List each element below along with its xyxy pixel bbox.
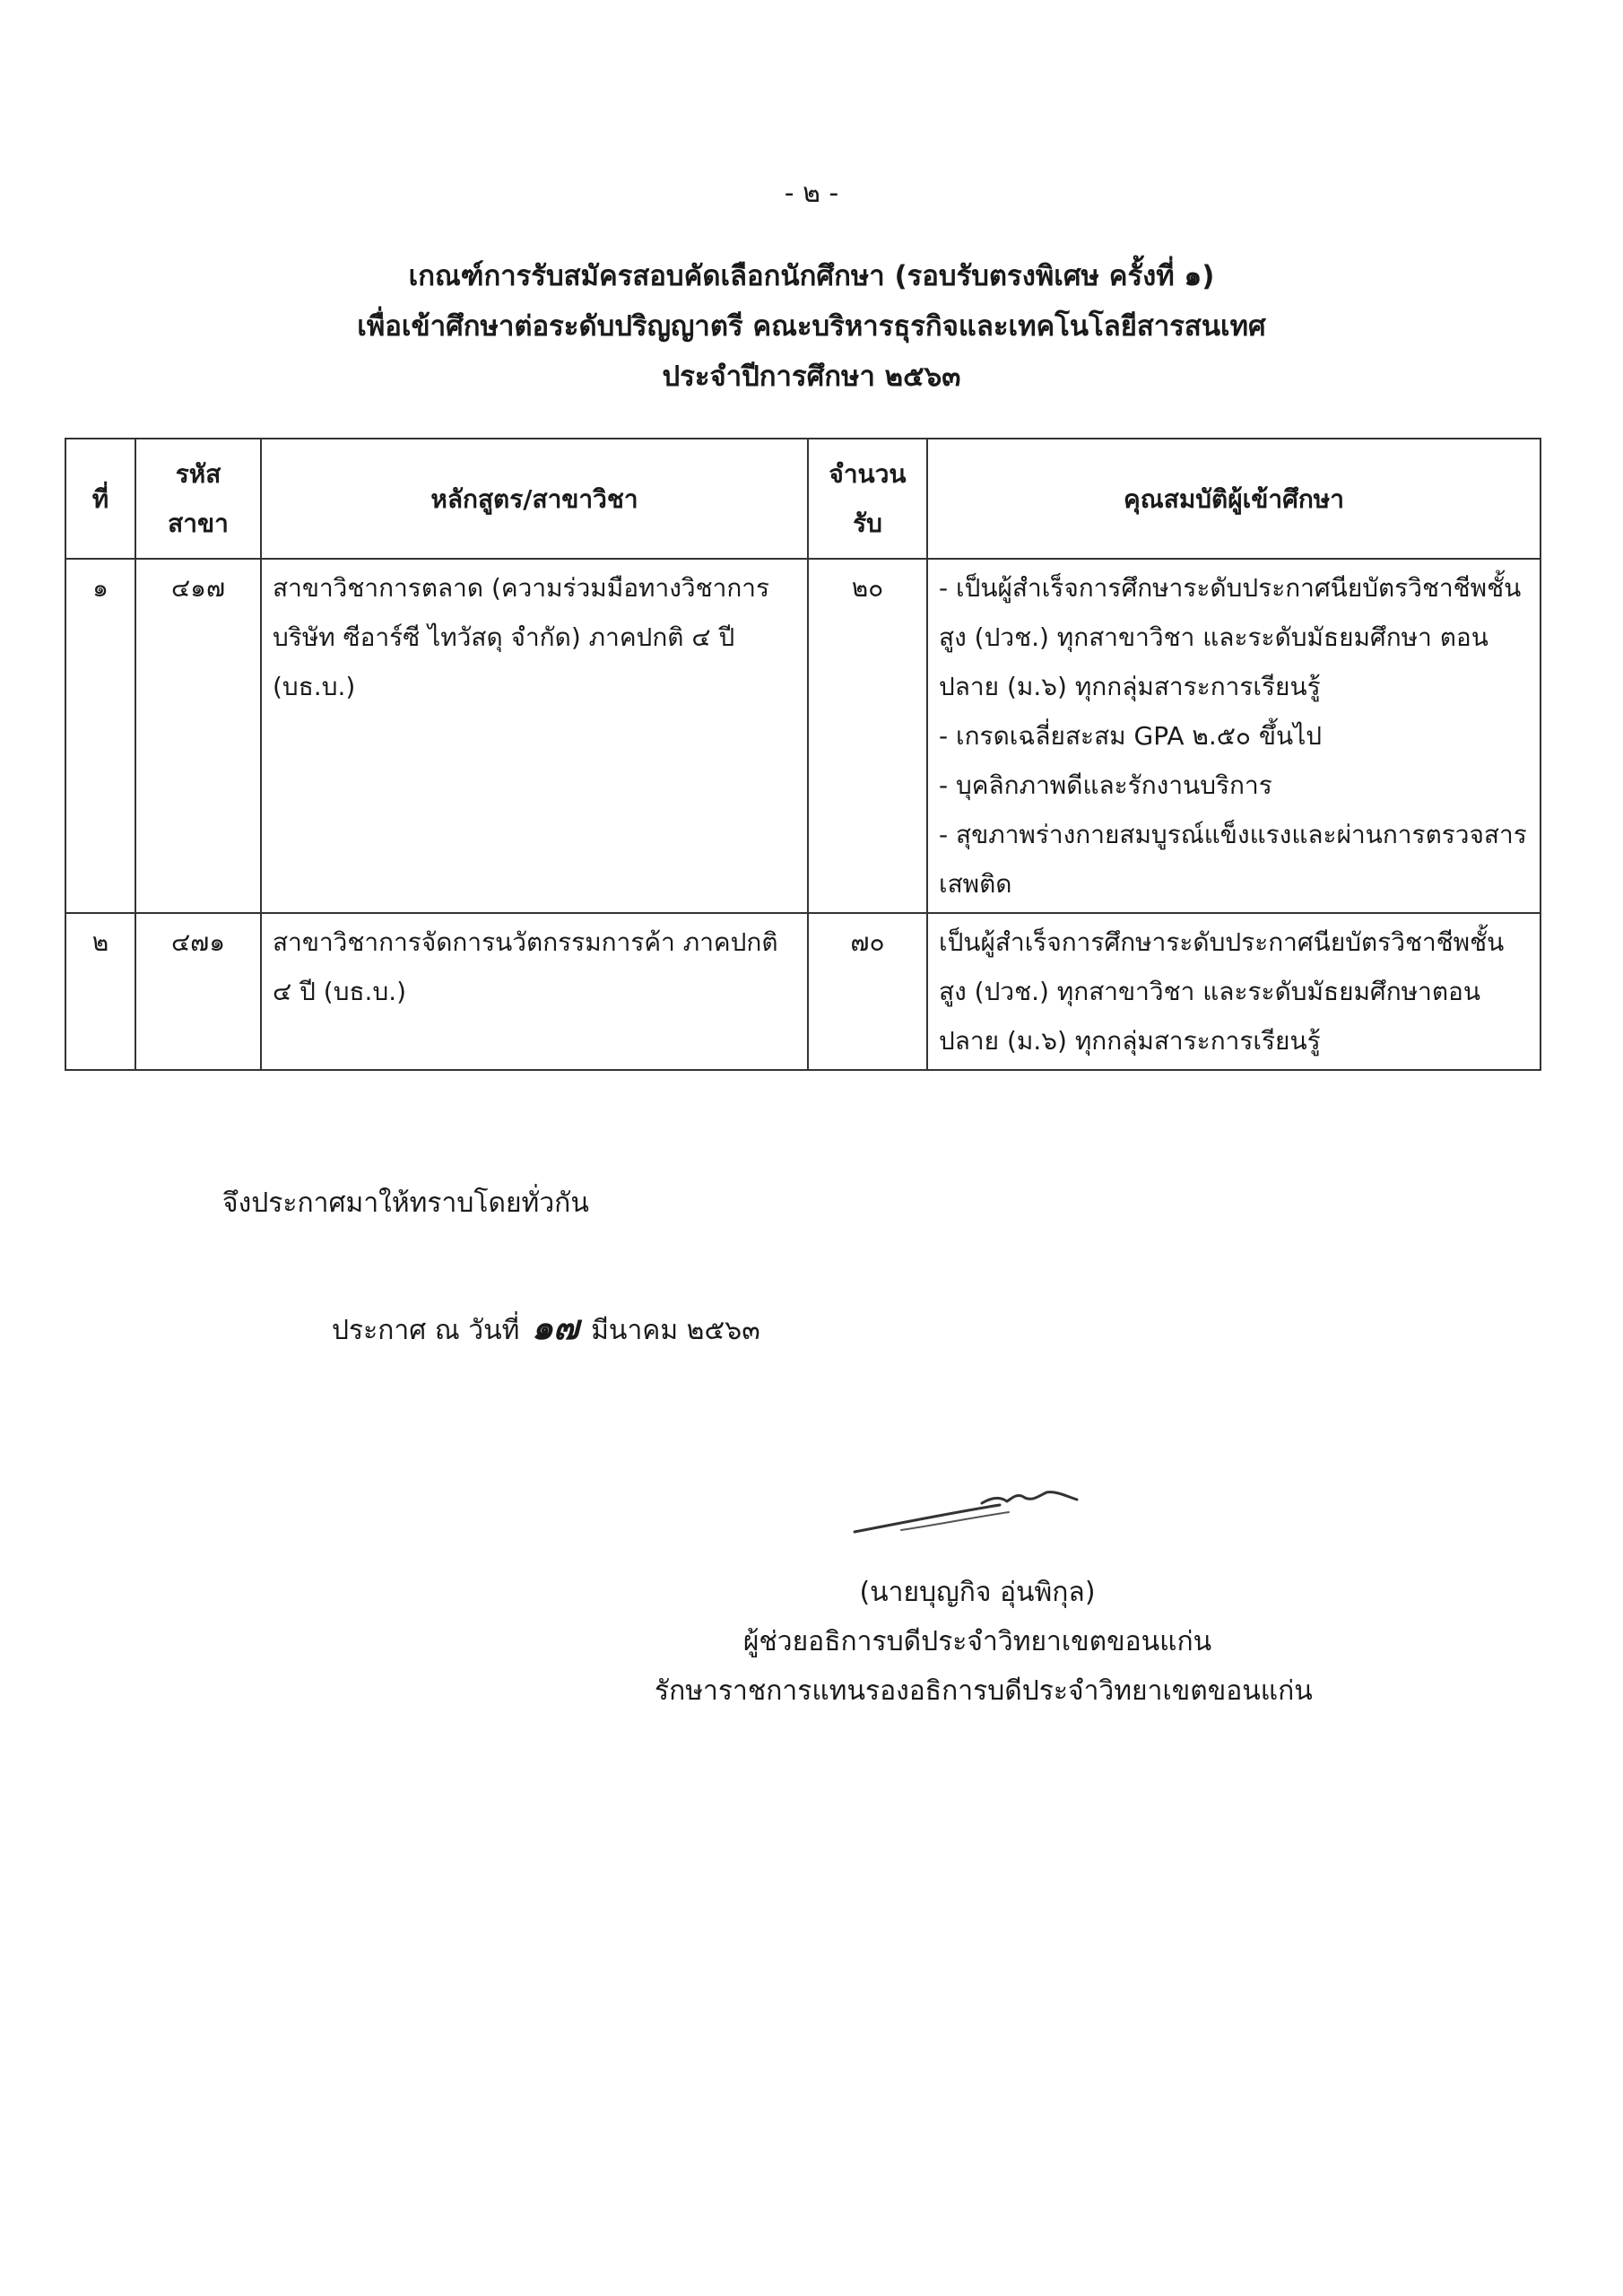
row-code: ๔๑๗ xyxy=(135,559,261,913)
table-header-row xyxy=(65,439,1541,559)
qualification-item: - บุคลิกภาพดีและรักงานบริการ xyxy=(939,770,1272,800)
header-code xyxy=(135,439,261,559)
row-course: สาขาวิชาการตลาด (ความร่วมมือทางวิชาการ บริษัท ซีอาร์ซี ไทวัสดุ จำกัด) ภาคปกติ ๔ ปี (บธ.บ.) xyxy=(261,559,808,913)
row-course: สาขาวิชาการจัดการนวัตกรรมการค้า ภาคปกติ ๔ ปี (บธ.บ.) xyxy=(261,913,808,1070)
title-line-2: เพื่อเข้าศึกษาต่อระดับปริญญาตรี คณะบริหารธุรกิจและเทคโนโลยีสารสนเทศ xyxy=(357,310,1266,343)
document-title xyxy=(0,251,1623,402)
header-no: ที่ xyxy=(65,439,135,559)
date-prefix: ประกาศ ณ วันที่ xyxy=(332,1315,520,1346)
table-row xyxy=(65,559,1541,913)
date-month-year: มีนาคม ๒๕๖๓ xyxy=(591,1315,760,1346)
table-row xyxy=(65,913,1541,1070)
qualification-item: - เกรดเฉลี่ยสะสม GPA ๒.๕๐ ขึ้นไป xyxy=(939,721,1323,751)
signer-position-1: ผู้ช่วยอธิการบดีประจำวิทยาเขตขอนแก่น xyxy=(742,1626,1212,1657)
row-seats: ๗๐ xyxy=(808,913,927,1070)
signer-block xyxy=(655,1568,1313,1716)
title-line-1: เกณฑ์การรับสมัครสอบคัดเลือกนักศึกษา (รอบรับตรงพิเศษ ครั้งที่ ๑) xyxy=(408,260,1215,292)
qualification-item: - เป็นผู้สำเร็จการศึกษาระดับประกาศนียบัตรวิชาชีพชั้นสูง (ปวช.) ทุกสาขาวิชา และระดับมัธยมศึกษา ตอนปลาย (ม.๖) ทุกกลุ่มสาระการเรียนรู้ xyxy=(939,573,1522,701)
qualification-item: - สุขภาพร่างกายสมบูรณ์แข็งแรงและผ่านการตรวจสารเสพติด xyxy=(939,820,1527,899)
header-seats xyxy=(808,439,927,559)
admission-criteria-table xyxy=(65,438,1541,1071)
title-line-3: ประจำปีการศึกษา ๒๕๖๓ xyxy=(662,361,961,393)
signature-image xyxy=(847,1471,1098,1543)
announcement-text: จึงประกาศมาให้ทราบโดยทั่วกัน xyxy=(222,1187,589,1219)
signer-position-2: รักษาราชการแทนรองอธิการบดีประจำวิทยาเขตขอนแก่น xyxy=(655,1675,1313,1707)
row-no: ๑ xyxy=(65,559,135,913)
header-qualifications: คุณสมบัติผู้เข้าศึกษา xyxy=(927,439,1541,559)
header-code-line-2: สาขา xyxy=(168,509,229,538)
header-course: หลักสูตร/สาขาวิชา xyxy=(261,439,808,559)
header-seats-line-1: จำนวน xyxy=(829,459,907,489)
announcement-date xyxy=(332,1300,760,1354)
qualification-item: เป็นผู้สำเร็จการศึกษาระดับประกาศนียบัตรวิชาชีพชั้นสูง (ปวช.) ทุกสาขาวิชา และระดับมัธยมศึกษาตอนปลาย (ม.๖) ทุกกลุ่มสาระการเรียนรู้ xyxy=(939,927,1505,1056)
row-no: ๒ xyxy=(65,913,135,1070)
header-code-line-1: รหัส xyxy=(175,459,221,489)
signer-name: (นายบุญกิจ อุ่นพิกุล) xyxy=(859,1577,1096,1608)
row-qualifications xyxy=(927,559,1541,913)
header-seats-line-2: รับ xyxy=(853,509,882,538)
page-number: - ๒ - xyxy=(784,178,839,209)
row-code: ๔๗๑ xyxy=(135,913,261,1070)
date-day: ๑๗ xyxy=(531,1307,579,1347)
row-qualifications xyxy=(927,913,1541,1070)
row-seats: ๒๐ xyxy=(808,559,927,913)
